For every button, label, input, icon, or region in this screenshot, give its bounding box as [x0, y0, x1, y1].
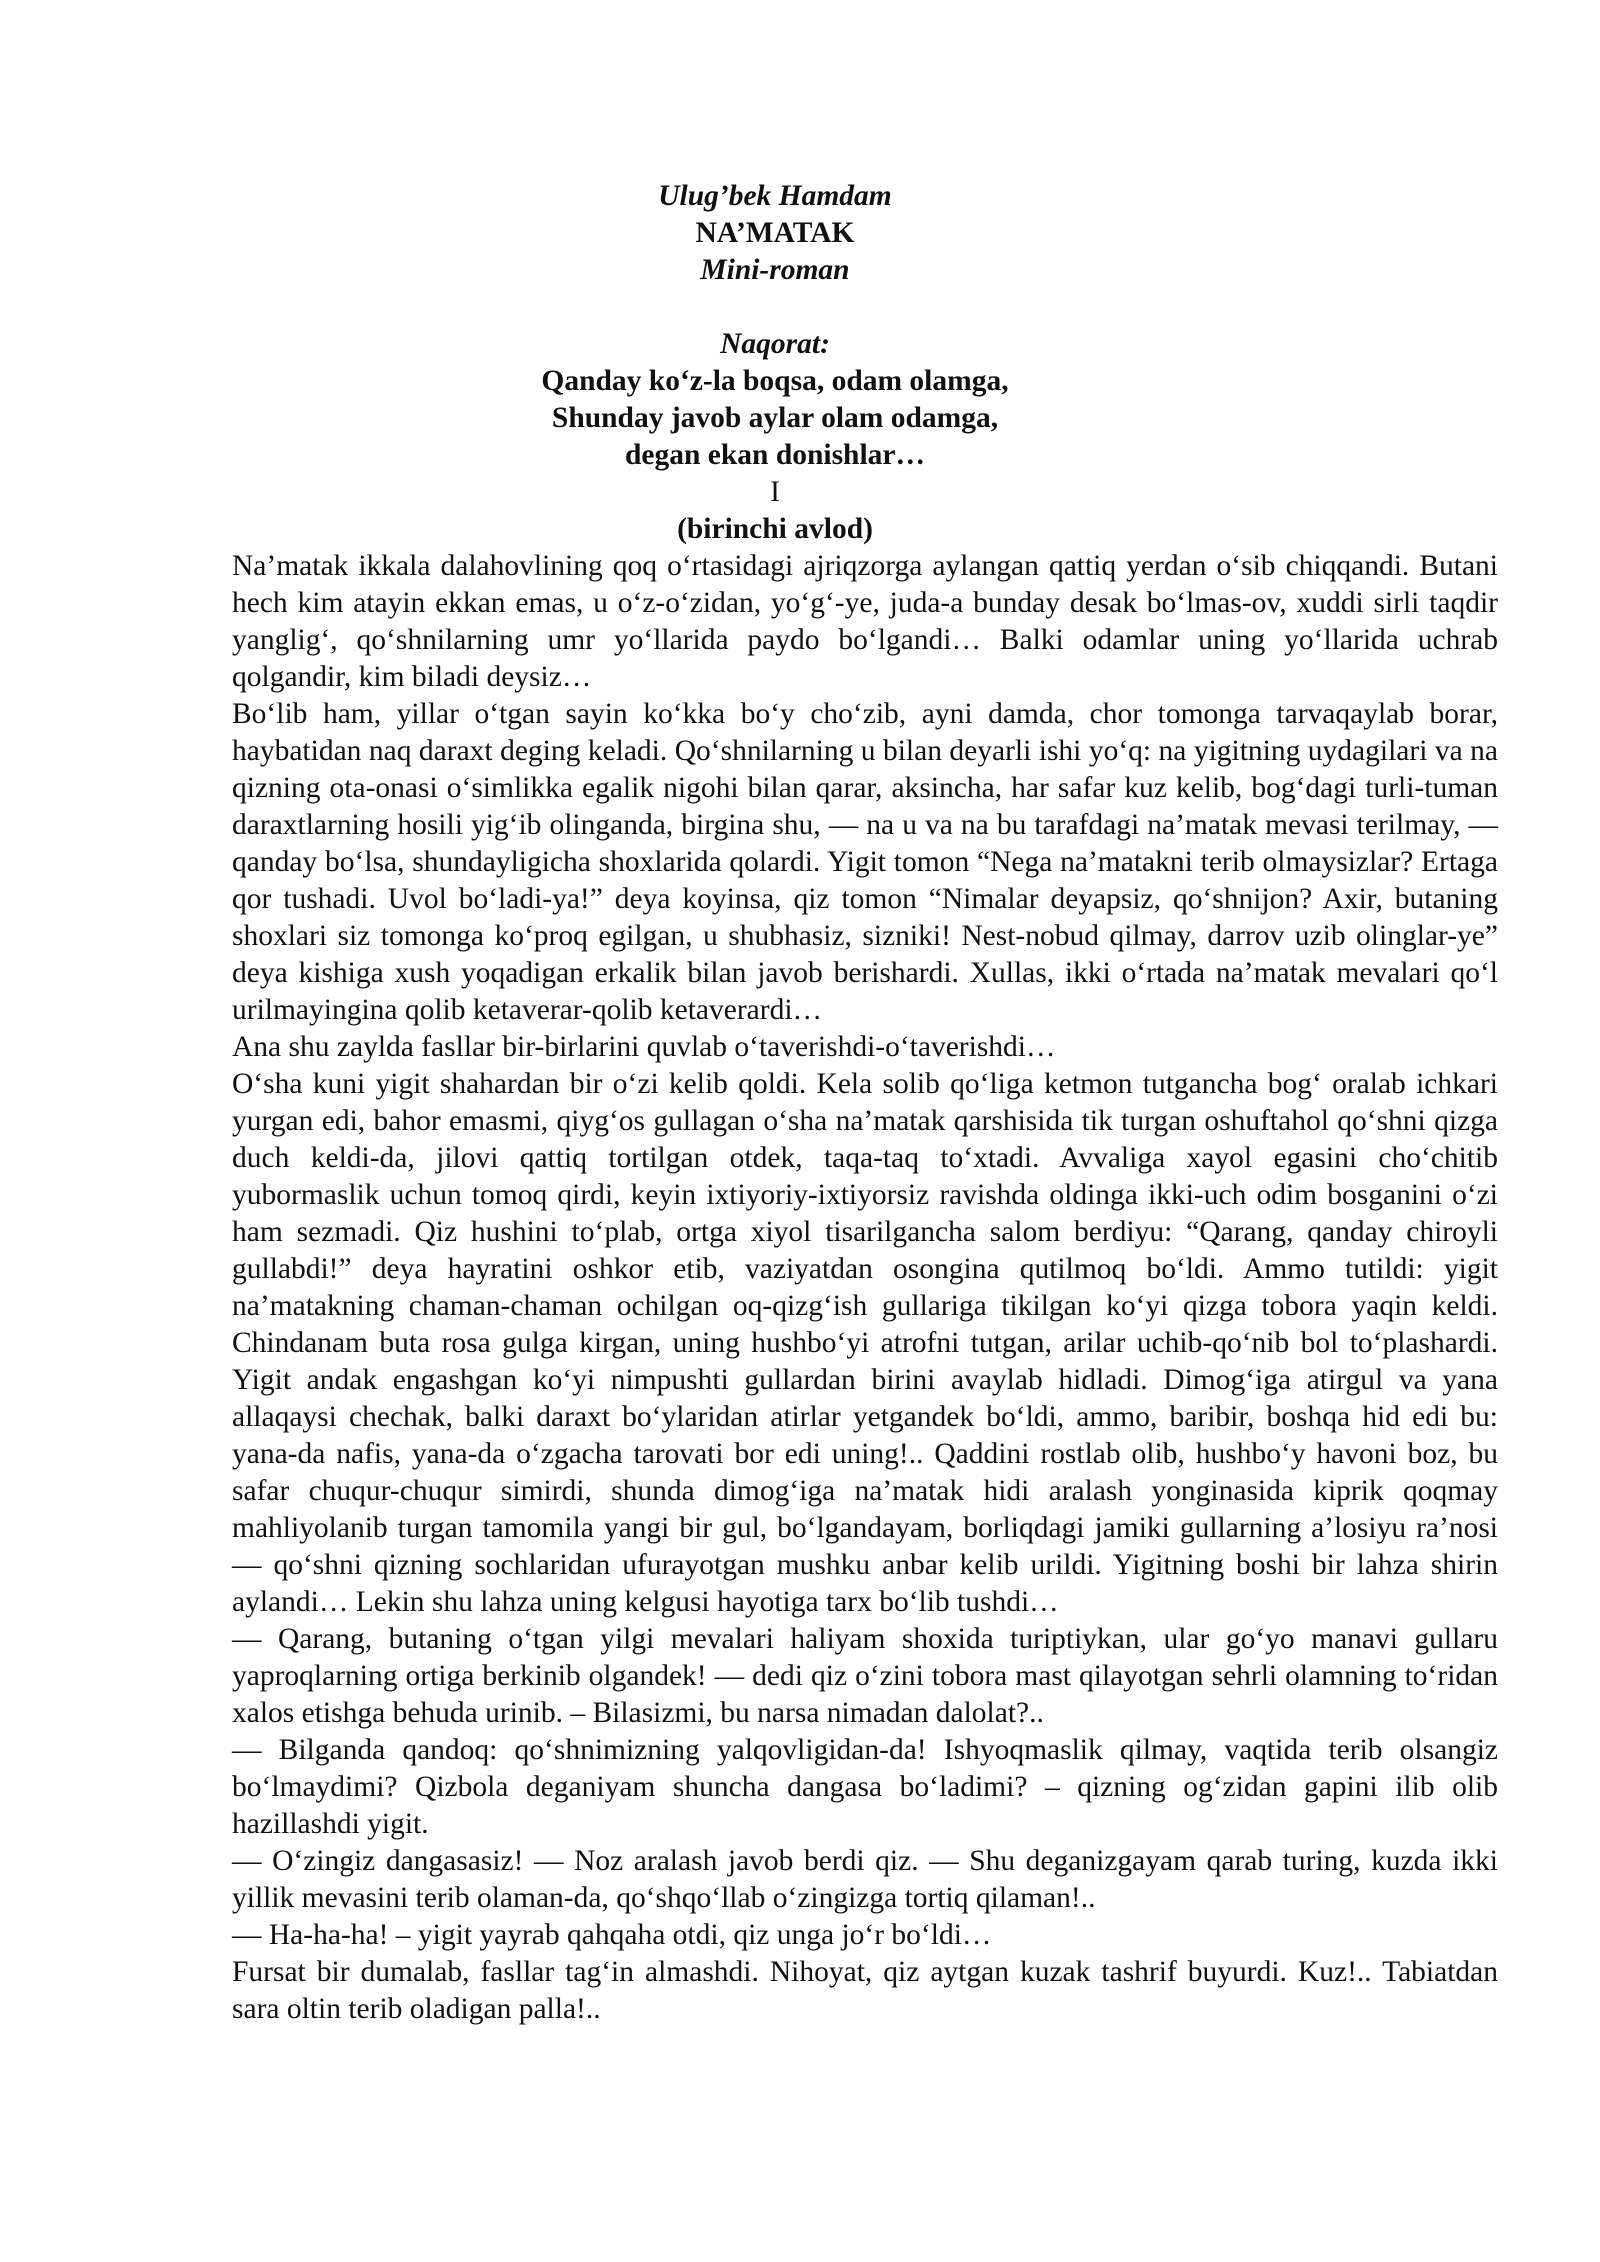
body-paragraph: O‘sha kuni yigit shahardan bir o‘zi kelib qoldi. Kela solib qo‘liga ketmon tutgancha bog‘ oralab ichkari yurgan edi, bahor emasmi, qiyg‘os gullagan o‘sha na’matak qarshisida tik turgan oshuftahol qo‘shni qizga duch keldi-da, jilovi qattiq tortilgan otdek, taqa-taq to‘xtadi. Avvaliga xayol egasini cho‘chitib yubormaslik uchun tomoq qirdi, keyin ixtiyoriy-ixtiyorsiz ravishda oldinga ikki-uch odim bosganini o‘zi ham sezmadi. Qiz hushini to‘plab, ortga xiyol tisarilgancha salom berdiyu: “Qarang, qanday chiroyli gullabdi!” deya hayratini oshkor etib, vaziyatdan osongina qutilmoq bo‘ldi. Ammo tutildi: yigit na’matakning chaman-chaman ochilgan oq-qizg‘ish gullariga tikilgan ko‘yi qizga tobora yaqin keldi. Chindanam buta rosa gulga kirgan, uning hushbo‘yi atrofni tutgan, arilar uchib-qo‘nib bol to‘plashardi. Yigit andak engashgan ko‘yi nimpushti gullardan birini avaylab hidladi. Dimog‘iga atirgul va yana allaqaysi chechak, balki daraxt bo‘ylaridan atirlar yetgandek bo‘ldi, ammo, baribir, boshqa hid edi bu: yana-da nafis, yana-da o‘zgacha tarovati bor edi uning!.. Qaddini rostlab olib, hushbo‘y havoni boz, bu safar chuqur-chuqur simirdi, shunda dimog‘iga na’matak hidi aralash yonginasida kiprik qoqmay mahliyolanib turgan tamomila yangi bir gul, bo‘lgandayam, borliqdagi jamiki gullarning a’losiyu ra’nosi — qo‘shni qizning sochlaridan ufurayotgan mushku anbar kelib urildi. Yigitning boshi bir lahza shirin aylandi… Lekin shu lahza uning kelgusi hayotiga tarx bo‘lib tushdi… — [232, 1068, 1498, 1618]
body-paragraph: Ana shu zaylda fasllar bir-birlarini quvlab o‘taverishdi-o‘taverishdi… — [232, 1031, 1056, 1063]
dialogue-paragraph: — O‘zingiz dangasasiz! — Noz aralash javob berdi qiz. — Shu deganizgayam qarab turing, kuzda ikki yillik mevasini terib olaman-da, qo‘shqo‘llab o‘zingizga tortiq qilaman!.. — [232, 1845, 1498, 1914]
dialogue-paragraph: — Bilganda qandoq: qo‘shnimizning yalqovligidan-da! Ishyoqmaslik qilmay, vaqtida terib olsangiz bo‘lmaydimi? Qizbola deganiyam shuncha dangasa bo‘ladimi? – qizning og‘zidan gapini ilib olib hazillashdi yigit. — [232, 1734, 1498, 1840]
chapter-subtitle: (birinchi avlod) — [677, 513, 873, 545]
refrain-label: Naqorat: — [720, 328, 830, 360]
dialogue-paragraph: — Ha-ha-ha! – yigit yayrab qahqaha otdi, qiz unga jo‘r bo‘ldi… — [232, 1919, 992, 1951]
spacer — [232, 289, 1498, 326]
body-paragraph: Bo‘lib ham, yillar o‘tgan sayin ko‘kka bo‘y cho‘zib, ayni damda, chor tomonga tarvaqaylab borar, haybatidan naq daraxt deging keladi. Qo‘shnilarning u bilan deyarli ishi yo‘q: na yigitning uydagilari va na qizning ota-onasi o‘simlikka egalik nigohi bilan qarar, aksincha, har safar kuz kelib, bog‘dagi turli-tuman daraxtlarning hosili yig‘ib olinganda, birgina shu, — na u va na bu tarafdagi na’matak mevasi terilmay, — qanday bo‘lsa, shundayligicha shoxlarida qolardi. Yigit tomon “Nega na’matakni terib olmaysizlar? Ertaga qor tushadi. Uvol bo‘ladi-ya!” deya koyinsa, qiz tomon “Nimalar deyapsiz, qo‘shnijon? Axir, butaning shoxlari siz tomonga ko‘proq egilgan, u shubhasiz, sizniki! Nest-nobud qilmay, darrov uzib olinglar-ye” deya kishiga xush yoqadigan erkalik bilan javob berishardi. Xullas, ikki o‘rtada na’matak mevalari qo‘l urilmayingina qolib ketaverar-qolib ketaverardi… — [232, 698, 1498, 1026]
refrain-line: Shunday javob aylar olam odamga, — [551, 402, 999, 434]
refrain-line: Qanday ko‘z-la boqsa, odam olamga, — [541, 365, 1009, 397]
body-paragraph: Fursat bir dumalab, fasllar tag‘in almashdi. Nihoyat, qiz aytgan kuzak tashrif buyurdi. Kuz!.. Tabiatdan sara oltin terib oladigan palla!.. — [232, 1956, 1498, 2025]
author-name: Ulug’bek Hamdam — [658, 180, 892, 212]
work-title: NA’MATAK — [695, 217, 855, 249]
work-subtitle: Mini-roman — [700, 254, 850, 286]
document-page — [232, 178, 1498, 2028]
chapter-number: I — [770, 476, 780, 508]
refrain-line: degan ekan donishlar… — [625, 439, 925, 471]
body-paragraph: Na’matak ikkala dalahovlining qoq o‘rtasidagi ajriqzorga aylangan qattiq yerdan o‘sib chiqqandi. Butani hech kim atayin ekkan emas, u o‘z-o‘zidan, yo‘g‘-ye, juda-a bunday desak bo‘lmas-ov, xuddi sirli taqdir yanglig‘, qo‘shnilarning umr yo‘llarida paydo bo‘lgandi… Balki odamlar uning yo‘llarida uchrab qolgandir, kim biladi deysiz… — [232, 550, 1498, 693]
dialogue-paragraph: — Qarang, butaning o‘tgan yilgi mevalari haliyam shoxida turiptiykan, ular go‘yo manavi gullaru yaproqlarning ortiga berkinib olgandek! — dedi qiz o‘zini tobora mast qilayotgan sehrli olamning to‘ridan xalos etishga behuda urinib. – Bilasizmi, bu narsa nimadan dalolat?.. — [232, 1623, 1498, 1729]
